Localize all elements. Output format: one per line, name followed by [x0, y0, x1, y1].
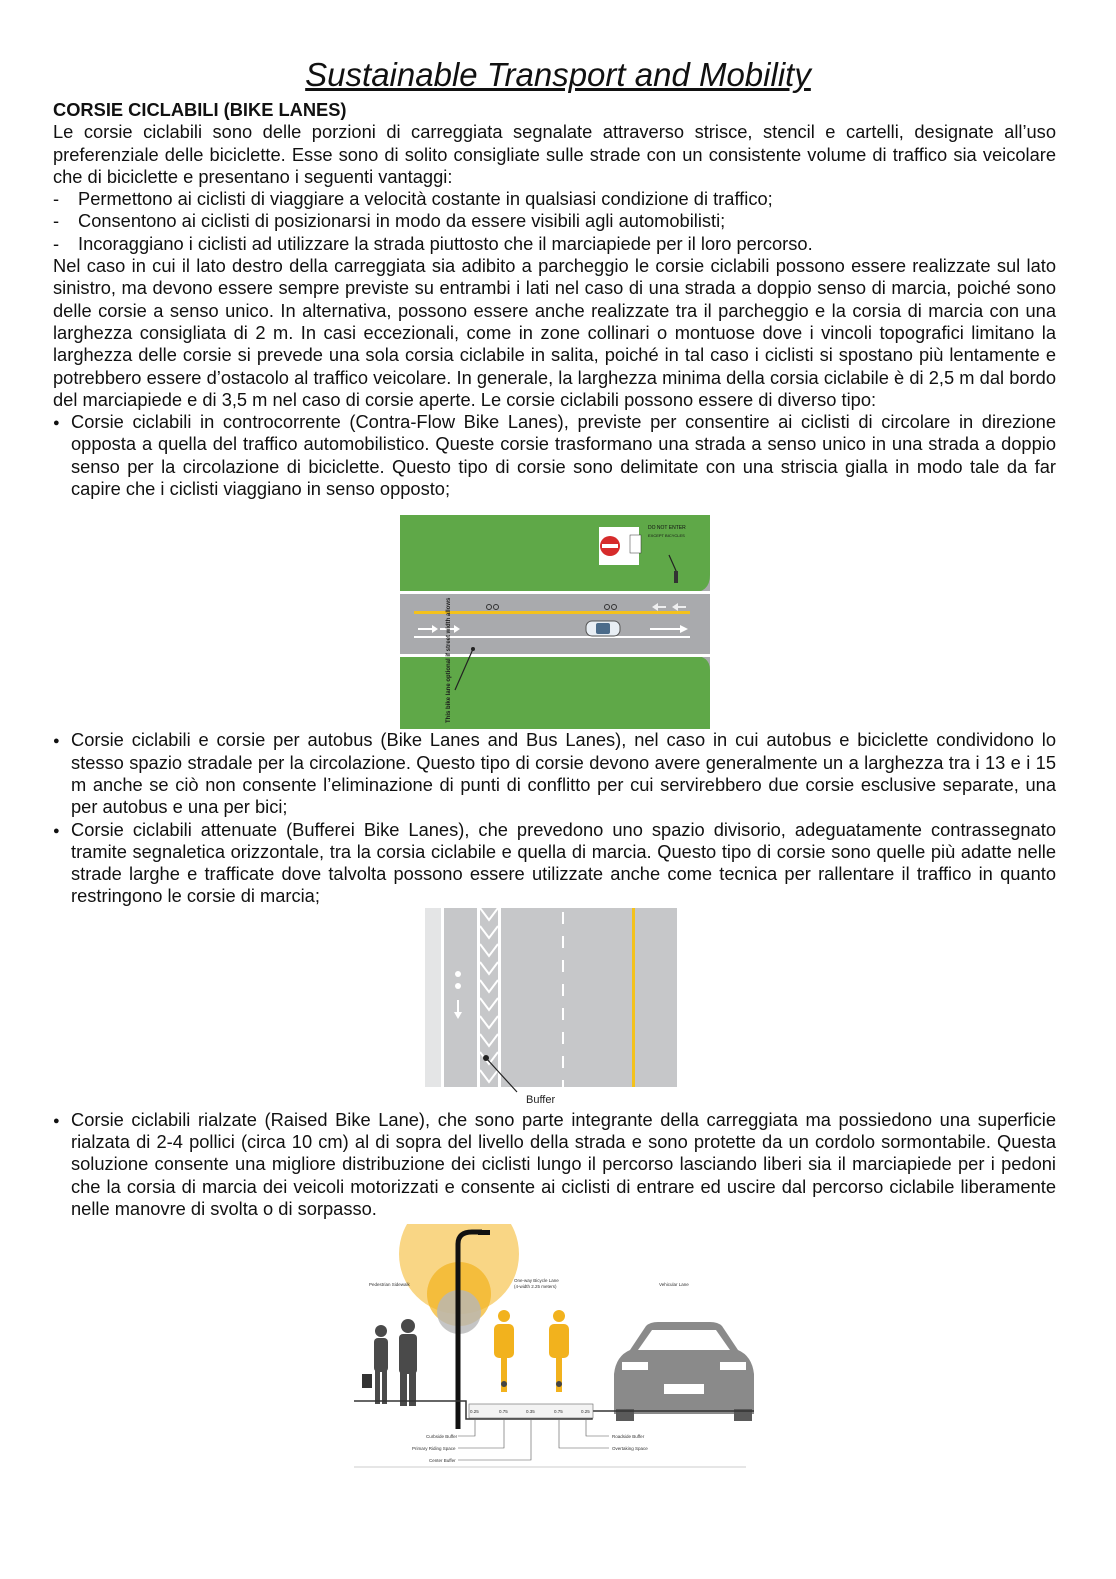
label-overtaking-space: Overtaking Space: [612, 1446, 648, 1452]
label-vehicle: Vehicular Lane: [659, 1282, 689, 1288]
label-curbside-buffer: Curbside Buffer: [426, 1434, 458, 1440]
sign-text: DO NOT ENTER: [647, 525, 686, 532]
types-list: [53, 411, 1056, 500]
buffer-label: Buffer: [525, 1093, 555, 1106]
label-primary-riding-space: Primary Riding Space: [412, 1446, 456, 1452]
car-icon: [614, 1322, 754, 1421]
dim-value: 0.75: [499, 1409, 508, 1415]
lane-line: [414, 636, 690, 638]
paragraph-two: Nel caso in cui il lato destro della carreggiata sia adibito a parcheggio le corsie ciclabili possono essere realizzate sul lato sinistro, ma devono essere sempre previste su entrambi i lati nel caso di una strada a doppio senso di marcia, poiché sono delle corsie a senso unico. In alternativa, possono essere anche realizzate tra il parcheggio e la corsia di marcia con una larghezza consigliata di 2 m. In casi eccezionali, come in zone collinari o montuose dove i vincoli topografici limitano la larghezza delle corsie si prevede una sola corsia ciclabile in salita, poiché in tal caso i ciclisti si spostano più lentamente e potrebbero essere d’ostacolo al traffico veicolare. In generale, la larghezza minima della corsia ciclabile è di 2,5 m dal bordo del marciapiede e di 3,5 m nel caso di corsie aperte. Le corsie ciclabili possono essere di diverso tipo:: [53, 255, 1056, 410]
dim-value: 0.25: [581, 1409, 590, 1415]
list-item: - Consentono ai ciclisti di posizionarsi in modo da essere visibili agli automobilisti;: [53, 210, 1056, 232]
intro-paragraph: Le corsie ciclabili sono delle porzioni di carreggiata segnalate attraverso strisce, stencil e cartelli, designate all’uso preferenziale delle biciclette. Esse sono di solito consigliate sulle strade con un consistente volume di traffico sia veicolare che di biciclette e presentano i seguenti vantaggi:: [53, 121, 1056, 187]
list-item: - Incoraggiano i ciclisti ad utilizzare la strada piuttosto che il marciapiede per il loro percorso.: [53, 233, 1056, 255]
label-roadside-buffer: Roadside Buffer: [612, 1434, 645, 1440]
bike-lane-note: This bike lane optional if street width allows: [445, 597, 452, 724]
yellow-center-line: [632, 908, 635, 1087]
list-item: ● Corsie ciclabili rialzate (Raised Bike Lane), che sono parte integrante della carreggiata ma possiedono una superficie rialzata di 2-4 pollici (circa 10 cm) al di sopra del livello della strada e sono protette da un cordolo sormontabile. Questa soluzione consente una migliore distribuzione dei ciclisti lungo il percorso lasciando liberi sia il marciapiede per i pedoni che la corsia di marcia dei veicoli motorizzati e consente ai ciclisti di entrare ed uscire dal percorso ciclabile liberamente nelle manovre di svolta o di sorpasso.: [53, 1109, 1056, 1220]
contra-flow-figure: [400, 515, 710, 729]
dim-value: 0.25: [470, 1409, 479, 1415]
label-pedestrian: Pedestrian Sidewalk: [369, 1282, 410, 1288]
advantages-list: [53, 188, 1056, 255]
label-bike-lane-width: (4-width 2.25 meters): [514, 1284, 557, 1290]
cyclist-icon: [494, 1310, 569, 1392]
types-list: [53, 729, 1056, 907]
list-item: ● Corsie ciclabili e corsie per autobus (Bike Lanes and Bus Lanes), nel caso in cui autobus e biciclette condividono lo stesso spazio stradale per la circolazione. Questo tipo di corsie devono avere generalmente un a larghezza tra i 13 e i 15 m anche se ciò non consente l’eliminazione di punti di conflitto per cui servirebbero due corsie esclusive separate, una per autobus e una per bici;: [53, 729, 1056, 818]
types-list: [53, 1109, 1056, 1220]
raised-lane-figure: [354, 1224, 754, 1474]
dim-value: 0.35: [526, 1409, 535, 1415]
buffered-lane-figure: [425, 908, 685, 1109]
yellow-lane-stripe: [414, 611, 690, 614]
list-item: - Permettono ai ciclisti di viaggiare a velocità costante in qualsiasi condizione di traffico;: [53, 188, 1056, 210]
plate-text: EXCEPT BICYCLES: [647, 533, 685, 539]
list-item: ● Corsie ciclabili attenuate (Bufferei Bike Lanes), che prevedono uno spazio divisorio, adeguatamente contrassegnato tramite segnaletica orizzontale, tra la corsia ciclabile e quella di marcia. Questo tipo di corsie sono quelle più adatte nelle strade larghe e trafficate dove talvolta possono essere utilizzate anche come tecnica per rallentare il traffico in quanto restringono le corsie di marcia;: [53, 819, 1056, 908]
page-title: Sustainable Transport and Mobility: [305, 56, 811, 94]
document-body: [53, 99, 1056, 1474]
label-center-buffer: Center Buffer: [429, 1458, 456, 1464]
section-heading: CORSIE CICLABILI (BIKE LANES): [53, 99, 347, 120]
car-icon: [586, 621, 620, 636]
pedestrian-icon: [362, 1319, 417, 1406]
road-surface: [425, 908, 677, 1087]
dim-value: 0.75: [554, 1409, 563, 1415]
sidewalk: [425, 908, 441, 1087]
label-bike-lane: One-way Bicycle Lane: [514, 1278, 559, 1284]
list-item: ● Corsie ciclabili in controcorrente (Contra-Flow Bike Lanes), previste per consentire ai ciclisti di circolare in direzione opposta a quella del traffico automobilistico. Queste corsie trasformano una strada a senso unico in una strada a doppio senso per la circolazione di biciclette. Questo tipo di corsie sono delimitate con una striscia gialla in modo tale da far capire che i ciclisti viaggiano in senso opposto;: [53, 411, 1056, 500]
